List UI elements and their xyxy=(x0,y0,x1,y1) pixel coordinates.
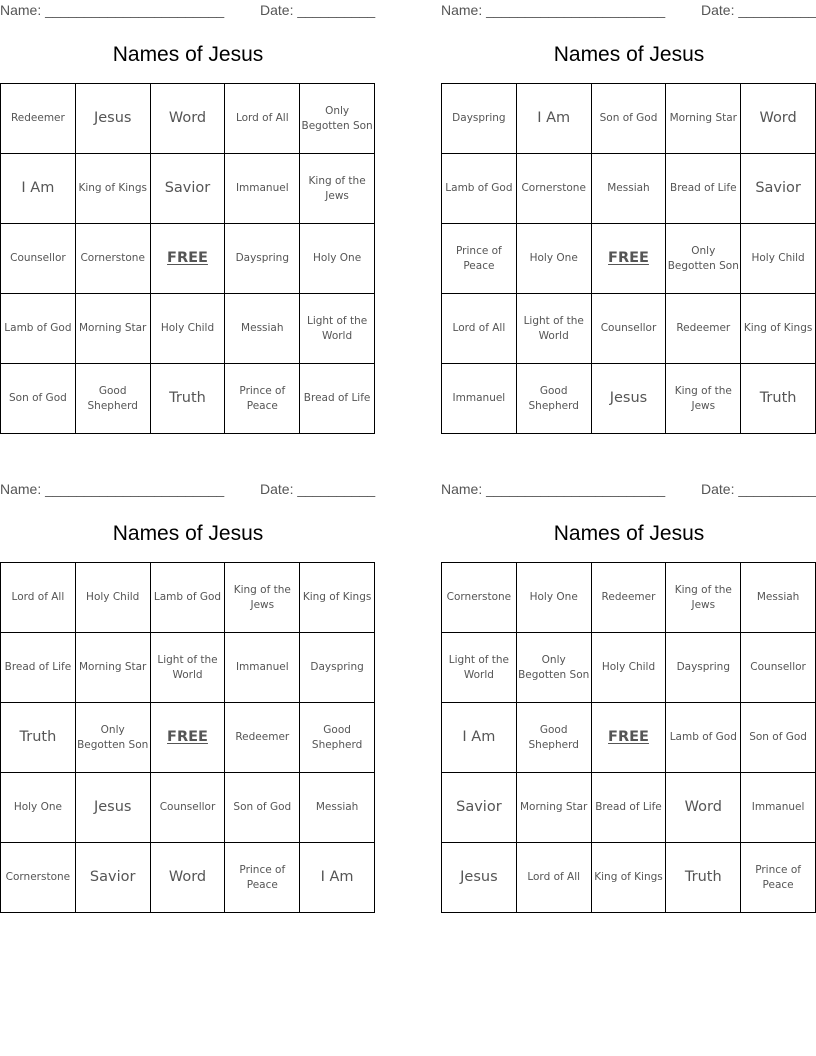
bingo-cell: I Am xyxy=(442,703,517,773)
bingo-cell: Bread of Life xyxy=(300,364,375,434)
bingo-cell: Dayspring xyxy=(666,633,741,703)
bingo-cell: Savior xyxy=(442,773,517,843)
bingo-cell: Cornerstone xyxy=(76,224,151,294)
bingo-cell: Counsellor xyxy=(151,773,226,843)
bingo-grid xyxy=(441,562,816,913)
bingo-cell: Counsellor xyxy=(741,633,816,703)
name-field-label: Name: _______________________ xyxy=(0,2,225,18)
bingo-cell: Lamb of God xyxy=(1,294,76,364)
bingo-cell: King of Kings xyxy=(592,843,667,913)
name-field-label: Name: _______________________ xyxy=(0,481,225,497)
date-field-label: Date: __________ xyxy=(260,2,376,18)
bingo-cell: Immanuel xyxy=(225,633,300,703)
bingo-grid xyxy=(0,562,375,913)
bingo-cell: I Am xyxy=(300,843,375,913)
bingo-cell: Word xyxy=(151,843,226,913)
name-date-line xyxy=(0,481,376,499)
free-space-cell: FREE xyxy=(151,703,226,773)
bingo-cell: Lamb of God xyxy=(442,154,517,224)
bingo-cell: Word xyxy=(741,84,816,154)
name-date-line xyxy=(441,481,816,499)
bingo-cell: Messiah xyxy=(225,294,300,364)
bingo-cell: Dayspring xyxy=(225,224,300,294)
bingo-cell: Word xyxy=(666,773,741,843)
bingo-cell: Prince of Peace xyxy=(442,224,517,294)
bingo-cell: Truth xyxy=(1,703,76,773)
bingo-cell: Holy One xyxy=(517,224,592,294)
bingo-card-1 xyxy=(0,0,376,436)
bingo-cell: Messiah xyxy=(741,563,816,633)
bingo-cell: Good Shepherd xyxy=(517,703,592,773)
bingo-cell: Savior xyxy=(151,154,226,224)
bingo-cell: Dayspring xyxy=(442,84,517,154)
bingo-cell: King of the Jews xyxy=(225,563,300,633)
bingo-cell: Bread of Life xyxy=(1,633,76,703)
bingo-cell: Truth xyxy=(666,843,741,913)
bingo-cell: Good Shepherd xyxy=(517,364,592,434)
bingo-cell: I Am xyxy=(517,84,592,154)
bingo-cell: Redeemer xyxy=(592,563,667,633)
bingo-card-2 xyxy=(441,0,816,436)
bingo-cell: Counsellor xyxy=(1,224,76,294)
bingo-cell: Prince of Peace xyxy=(225,843,300,913)
date-field-label: Date: __________ xyxy=(701,481,816,497)
bingo-cell: Good Shepherd xyxy=(76,364,151,434)
bingo-cell: King of the Jews xyxy=(300,154,375,224)
bingo-cell: Holy Child xyxy=(151,294,226,364)
bingo-cell: I Am xyxy=(1,154,76,224)
bingo-cell: Lord of All xyxy=(442,294,517,364)
card-title: Names of Jesus xyxy=(553,522,705,545)
bingo-cell: Light of the World xyxy=(151,633,226,703)
bingo-cell: Redeemer xyxy=(666,294,741,364)
bingo-cell: Morning Star xyxy=(517,773,592,843)
bingo-cell: Savior xyxy=(76,843,151,913)
date-field-label: Date: __________ xyxy=(260,481,376,497)
bingo-cell: Holy One xyxy=(300,224,375,294)
bingo-cell: Lamb of God xyxy=(151,563,226,633)
bingo-cell: King of Kings xyxy=(741,294,816,364)
bingo-cell: Son of God xyxy=(741,703,816,773)
bingo-cell: Son of God xyxy=(592,84,667,154)
bingo-cell: Cornerstone xyxy=(517,154,592,224)
bingo-cell: Good Shepherd xyxy=(300,703,375,773)
bingo-grid xyxy=(0,83,375,434)
bingo-cell: Only Begotten Son xyxy=(300,84,375,154)
bingo-cell: Redeemer xyxy=(225,703,300,773)
bingo-cell: Word xyxy=(151,84,226,154)
bingo-cell: Prince of Peace xyxy=(741,843,816,913)
bingo-cell: Messiah xyxy=(592,154,667,224)
name-field-label: Name: _______________________ xyxy=(441,481,666,497)
bingo-cell: Morning Star xyxy=(76,294,151,364)
bingo-cell: Holy One xyxy=(517,563,592,633)
bingo-cell: Redeemer xyxy=(1,84,76,154)
bingo-cell: King of Kings xyxy=(76,154,151,224)
bingo-cell: Only Begotten Son xyxy=(517,633,592,703)
bingo-cell: Morning Star xyxy=(666,84,741,154)
bingo-card-3 xyxy=(0,479,376,915)
date-field-label: Date: __________ xyxy=(701,2,816,18)
bingo-card-4 xyxy=(441,479,816,915)
bingo-cell: Light of the World xyxy=(442,633,517,703)
free-space-cell: FREE xyxy=(592,703,667,773)
card-title: Names of Jesus xyxy=(112,522,264,545)
bingo-cell: Counsellor xyxy=(592,294,667,364)
bingo-cell: Jesus xyxy=(76,773,151,843)
bingo-cell: Holy One xyxy=(1,773,76,843)
bingo-cell: Bread of Life xyxy=(592,773,667,843)
bingo-cell: Light of the World xyxy=(517,294,592,364)
bingo-cell: Holy Child xyxy=(76,563,151,633)
bingo-cell: King of the Jews xyxy=(666,563,741,633)
bingo-cell: Jesus xyxy=(592,364,667,434)
bingo-cell: Holy Child xyxy=(741,224,816,294)
bingo-cell: Son of God xyxy=(1,364,76,434)
card-title: Names of Jesus xyxy=(112,43,264,66)
bingo-cell: Lord of All xyxy=(517,843,592,913)
bingo-cell: Jesus xyxy=(76,84,151,154)
free-space-cell: FREE xyxy=(592,224,667,294)
bingo-cell: Immanuel xyxy=(225,154,300,224)
bingo-cell: Truth xyxy=(151,364,226,434)
bingo-cell: Lord of All xyxy=(1,563,76,633)
bingo-cell: Truth xyxy=(741,364,816,434)
card-title: Names of Jesus xyxy=(553,43,705,66)
name-date-line xyxy=(441,2,816,20)
name-date-line xyxy=(0,2,376,20)
bingo-cell: Immanuel xyxy=(442,364,517,434)
name-field-label: Name: _______________________ xyxy=(441,2,666,18)
bingo-cell: Messiah xyxy=(300,773,375,843)
bingo-cell: Only Begotten Son xyxy=(666,224,741,294)
bingo-cell: Morning Star xyxy=(76,633,151,703)
bingo-cell: Cornerstone xyxy=(442,563,517,633)
bingo-cell: Holy Child xyxy=(592,633,667,703)
bingo-cell: Dayspring xyxy=(300,633,375,703)
bingo-cell: Bread of Life xyxy=(666,154,741,224)
bingo-cell: Son of God xyxy=(225,773,300,843)
bingo-cell: Immanuel xyxy=(741,773,816,843)
bingo-cell: Cornerstone xyxy=(1,843,76,913)
bingo-cell: Jesus xyxy=(442,843,517,913)
bingo-cell: King of Kings xyxy=(300,563,375,633)
bingo-cell: Prince of Peace xyxy=(225,364,300,434)
bingo-cell: Light of the World xyxy=(300,294,375,364)
free-space-cell: FREE xyxy=(151,224,226,294)
bingo-cell: Savior xyxy=(741,154,816,224)
bingo-cell: Lamb of God xyxy=(666,703,741,773)
bingo-cell: Only Begotten Son xyxy=(76,703,151,773)
bingo-cell: King of the Jews xyxy=(666,364,741,434)
bingo-grid xyxy=(441,83,816,434)
bingo-cell: Lord of All xyxy=(225,84,300,154)
